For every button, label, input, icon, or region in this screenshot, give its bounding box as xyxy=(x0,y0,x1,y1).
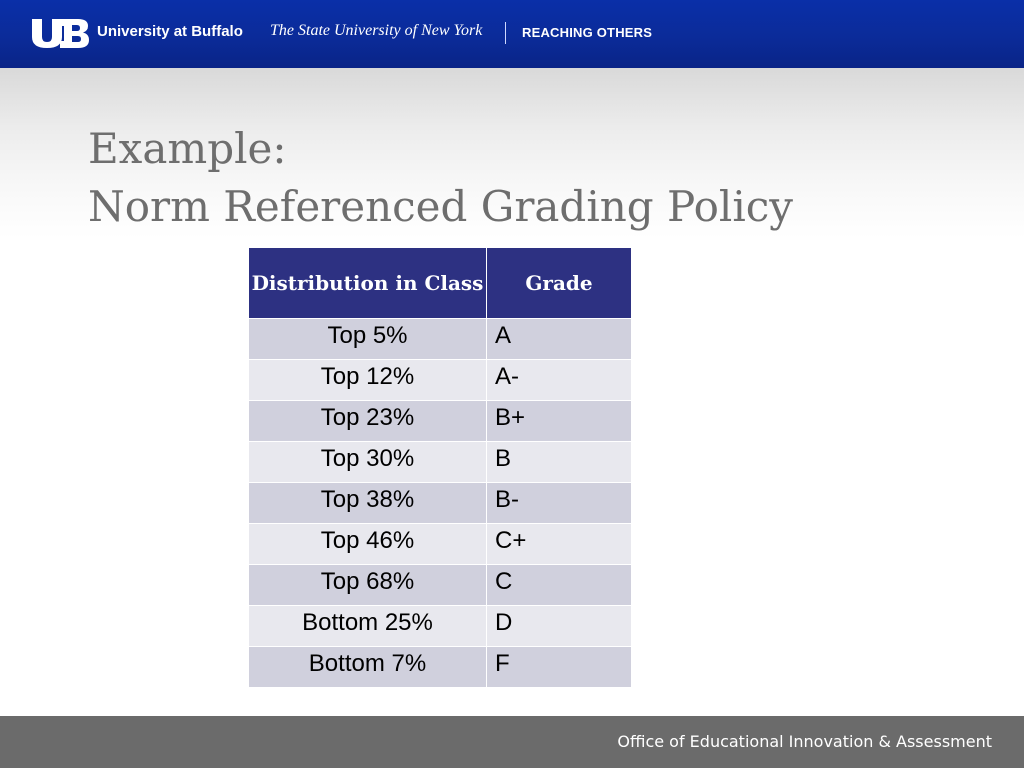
distribution-cell: Top 68% xyxy=(249,565,487,606)
distribution-cell: Top 30% xyxy=(249,442,487,483)
grade-cell: C+ xyxy=(487,524,632,565)
header-tagline: REACHING OTHERS xyxy=(522,25,653,40)
column-header-grade: Grade xyxy=(487,248,632,319)
grade-cell: B+ xyxy=(487,401,632,442)
grade-cell: A- xyxy=(487,360,632,401)
grade-cell: C xyxy=(487,565,632,606)
grade-cell: D xyxy=(487,606,632,647)
table-row xyxy=(249,483,632,524)
grade-cell: A xyxy=(487,319,632,360)
ub-logo-icon xyxy=(30,17,90,49)
slide-title-line-1: Example: xyxy=(88,124,287,173)
table-header-row xyxy=(249,248,632,319)
table-row xyxy=(249,319,632,360)
logo-subtitle: The State University of New York xyxy=(270,22,483,39)
distribution-cell: Top 38% xyxy=(249,483,487,524)
grading-table xyxy=(248,247,632,688)
table-row xyxy=(249,401,632,442)
distribution-cell: Top 12% xyxy=(249,360,487,401)
distribution-cell: Bottom 7% xyxy=(249,647,487,688)
table-row xyxy=(249,606,632,647)
distribution-cell: Top 46% xyxy=(249,524,487,565)
footer-office-name: Office of Educational Innovation & Assessment xyxy=(617,732,992,751)
table-row xyxy=(249,647,632,688)
table-row xyxy=(249,565,632,606)
slide-title-line-2: Norm Referenced Grading Policy xyxy=(88,182,793,231)
table-row xyxy=(249,524,632,565)
grade-cell: B xyxy=(487,442,632,483)
grade-cell: B- xyxy=(487,483,632,524)
distribution-cell: Top 23% xyxy=(249,401,487,442)
header-divider xyxy=(505,22,506,44)
distribution-cell: Bottom 25% xyxy=(249,606,487,647)
column-header-distribution: Distribution in Class xyxy=(249,248,487,319)
table-row xyxy=(249,360,632,401)
grade-cell: F xyxy=(487,647,632,688)
table-row xyxy=(249,442,632,483)
distribution-cell: Top 5% xyxy=(249,319,487,360)
logo-name: University at Buffalo xyxy=(97,23,243,40)
slide-title xyxy=(88,120,793,236)
